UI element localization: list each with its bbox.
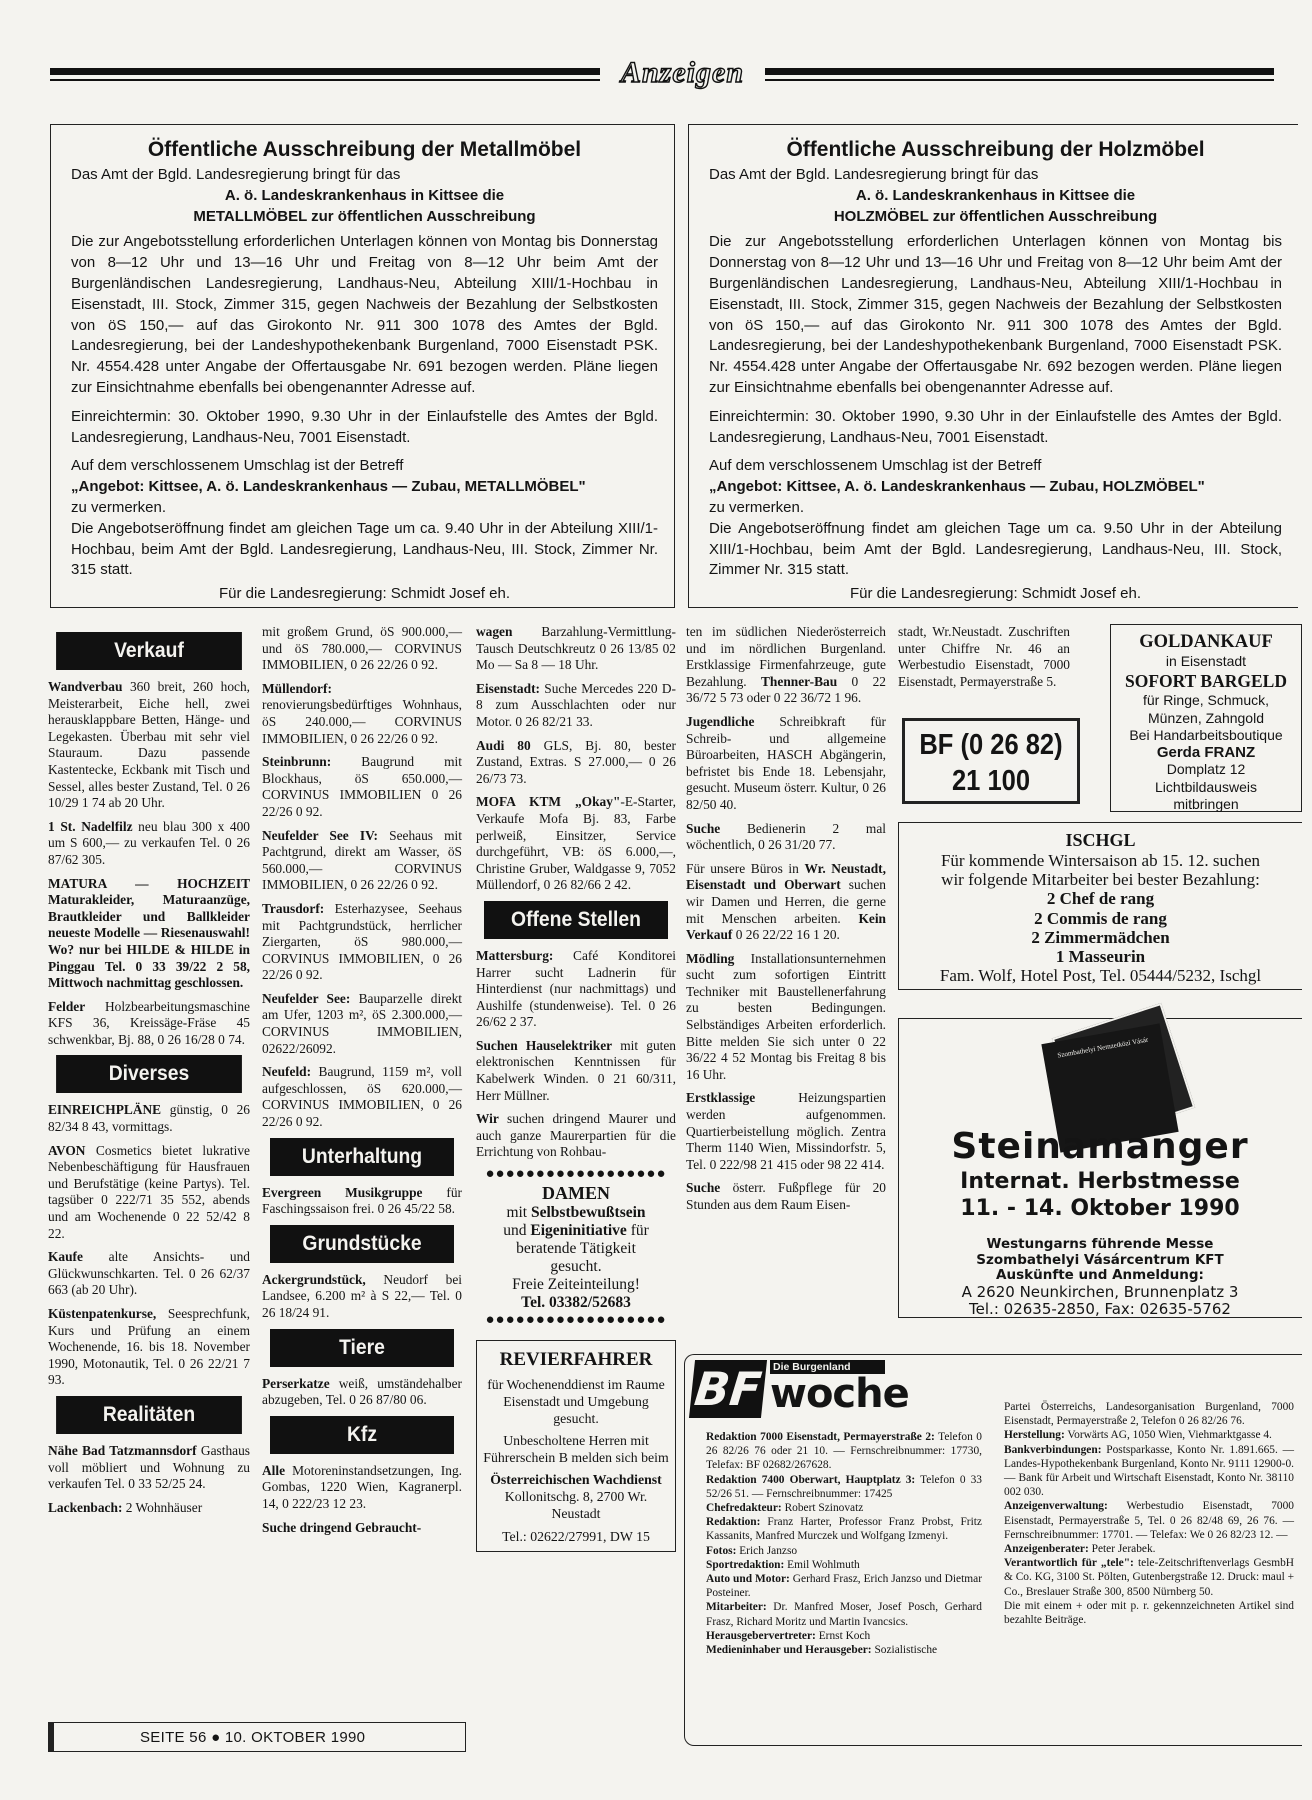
impressum-label: Anzeigenverwaltung: — [1004, 1500, 1108, 1513]
tender-paragraph: Einreichtermin: 30. Oktober 1990, 9.30 Uhr in der Einlaufstelle des Amtes der Bgld. Landesregierung, Landhaus-Neu, 7001 Eisenstadt. — [71, 407, 658, 446]
impressum-label: Verantwortlich für „tele": — [1004, 1557, 1134, 1570]
goldankauf-line: in Eisenstadt — [1165, 653, 1247, 669]
section-masthead: Anzeigen — [600, 54, 765, 92]
tender-paragraph: Die zur Angebotsstellung erforderlichen Unterlagen können von Montag bis Donnerstag von 8—12 Uhr und 13—16 Uhr und Freitag von 8—12 Uhr beim Amt der Burgenländischen Landesregierung, Landhaus-Neu, Abteilung XIII/1-Hochbau in Eisenstadt, III. Stock, Zimmer 315, gegen Nachweis der Bezahlung der Selbstkosten von öS 150,— auf das Girokonto Nr. 911 300 1078 des Amtes der Bgld. Landesregierung, bei der Landeshypothekenbank Burgenland, 7000 Eisenstadt PSK. Nr. 4554.428 unter Angabe der Offertausgabe Nr. 691 bezogen werden. Pläne liegen zur Einsichtnahme ebenfalls bei obengenannter Adresse auf. — [71, 233, 658, 396]
ischgl-position: 2 Commis de rang — [1034, 908, 1167, 928]
messe-dates: 11. - 14. Oktober 1990 — [960, 1196, 1240, 1221]
tender-line: Das Amt der Bgld. Landesregierung bringt für das — [709, 166, 1039, 183]
tender-line: Auf dem verschlossenem Umschlag ist der Betreff — [709, 457, 1042, 475]
impressum-text: Dr. Manfred Moser, Josef Posch, Gerhard Frasz, Richard Moritz und Martin Ivancsics. — [706, 1601, 982, 1628]
classified-ad: Felder Holzbearbeitungsmaschine KFS 36, Kreissäge-Fräse 45 schwenkbar, Bj. 88, 0 26 16/28 0 74. — [48, 998, 250, 1047]
impressum-text: Emil Wohlmuth — [784, 1558, 860, 1571]
classified-ad: Kaufe alte Ansichts- und Glückwunschkarten. Tel. 0 26 62/37 663 (ab 20 Uhr). — [48, 1249, 250, 1298]
section-header-verkauf: Verkauf — [56, 632, 242, 670]
header-rule-left-thin — [50, 79, 602, 81]
classified-ad: Neufelder See: Bauparzelle direkt am Ufer, 1203 m², öS 2.300.000,— CORVINUS IMMOBILIEN, 02622/26092. — [262, 990, 462, 1056]
tender-title: Öffentliche Ausschreibung der Holzmöbel — [786, 138, 1205, 161]
impressum-entry — [1004, 1556, 1294, 1599]
classified-ad: Suche Bedienerin 2 mal wöchentlich, 0 26 31/20 77. — [686, 820, 886, 853]
classified-ad: Für unsere Büros in Wr. Neustadt, Eisenstadt und Oberwart suchen wir Damen und Herren, die gerne mit Menschen arbeiten. Kein Verkauf 0 26 22/22 16 1 20. — [686, 860, 886, 943]
revierfahrer-phone: Tel.: 02622/27991, DW 15 — [502, 1529, 650, 1545]
ischgl-line: wir folgende Mitarbeiter bei bester Bezahlung: — [941, 870, 1260, 890]
revierfahrer-company: Österreichischen Wachdienst — [490, 1472, 662, 1488]
classified-ad: Eisenstadt: Suche Mercedes 220 D-8 zum Ausschlachten oder nur Motor. 0 26 82/21 33. — [476, 680, 676, 729]
goldankauf-headline: SOFORT BARGELD — [1125, 671, 1287, 692]
dot-border: ●●●●●●●●●●●●●●●●●● — [485, 1312, 667, 1329]
tender-ad-wood — [688, 124, 1298, 608]
tender-line: METALLMÖBEL zur öffentlichen Ausschreibung — [193, 207, 536, 225]
tender-paragraph: Einreichtermin: 30. Oktober 1990, 9.30 Uhr in der Einlaufstelle des Amtes der Bgld. Landesregierung, Landhaus-Neu, 7001 Eisenstadt. — [709, 407, 1282, 446]
ischgl-title: ISCHGL — [1065, 830, 1136, 850]
ischgl-position: 2 Zimmermädchen — [1031, 927, 1170, 947]
impressum-label: Bankverbindungen: — [1004, 1443, 1102, 1456]
goldankauf-line: für Ringe, Schmuck, — [1142, 692, 1270, 709]
impressum-label: Sportredaktion: — [706, 1558, 785, 1571]
tender-signature: Für die Landesregierung: Schmidt Josef eh. — [219, 585, 510, 603]
bf-phone-box — [902, 718, 1080, 804]
impressum-entry — [706, 1643, 982, 1657]
goldankauf-shop: Gerda FRANZ — [1156, 744, 1256, 762]
impressum-text: Peter Jerabek. — [1088, 1543, 1156, 1556]
impressum-entry — [706, 1501, 982, 1515]
classified-ad: Alle Motoreninstandsetzungen, Ing. Gombas, 1220 Wien, Kagranerpl. 14, 0 222/23 12 23. — [262, 1462, 462, 1511]
classified-ad: Ackergrundstück, Neudorf bei Landsee, 6.200 m² à S 22,— Tel. 0 26 18/24 91. — [262, 1271, 462, 1320]
section-header-unterhaltung: Unterhaltung — [270, 1138, 454, 1176]
header-rule-right — [764, 68, 1274, 75]
section-header-grundstuecke: Grundstücke — [270, 1225, 454, 1263]
messe-text — [898, 1125, 1302, 1319]
bf-phone-line: BF (0 26 82) — [919, 729, 1063, 761]
impressum-text: Postsparkasse, Konto Nr. 1.891.665. — Landes-Hypothekenbank Burgenland, Konto Nr. 9111 12900-0. — Bank für Arbeit und Wirtschaft Eisenstadt, Konto Nr. 38110 002 030. — [1004, 1443, 1294, 1499]
impressum-entry — [706, 1544, 982, 1558]
impressum-label: Anzeigenberater: — [1004, 1543, 1089, 1556]
impressum-entry — [1004, 1542, 1294, 1556]
impressum-entry — [1004, 1499, 1294, 1542]
impressum-entry — [1004, 1599, 1294, 1627]
impressum-text: Ernst Koch — [815, 1629, 871, 1642]
impressum-text: Franz Harter, Professor Franz Probst, Fritz Kassanits, Manfred Murczek und Wolfgang Izmenyi. — [706, 1516, 982, 1543]
classified-ad: Mödling Installationsunternehmen sucht zum sofortigen Eintritt Techniker mit Baustellenerfahrung zu besten Bedingungen. Selbständiges Arbeiten erforderlich. Bitte melden Sie sich unter 0 22 36/22 4 52 Montag bis Freitag 8 bis 16 Uhr. — [686, 950, 886, 1082]
section-header-offene-stellen: Offene Stellen — [484, 901, 668, 939]
classified-ad: wagen Barzahlung-Vermittlung-Tausch Deutschkreutz 0 26 13/85 02 Mo — Sa 8 — 18 Uhr. — [476, 624, 676, 673]
woche-logo-bf: BF — [689, 1360, 767, 1418]
ischgl-contact: Fam. Wolf, Hotel Post, Tel. 05444/5232, Ischgl — [939, 966, 1262, 986]
impressum-entry — [706, 1558, 982, 1572]
classifieds-column-1 — [48, 628, 250, 1523]
classified-ad: Wandverbau 360 breit, 260 hoch, Meisterarbeit, Eiche hell, zwei herausklappbare Betten, Hänge- und Legekasten. Überbau mit sehr viel Stauraum. Dazu passende Kastentecke, Eckbank mit Tisch und Sessel, alles bester Zustand, Tel. 0 26 10/29 1 74 ab 20 Uhr. — [48, 679, 250, 811]
messe-title: Steinamanger — [951, 1126, 1249, 1167]
impressum-entry — [1004, 1443, 1294, 1500]
messe-line: Westungarns führende Messe — [986, 1236, 1214, 1252]
revierfahrer-line: für Wochenenddienst im Raume Eisenstadt und Umgebung gesucht. — [487, 1377, 665, 1427]
classified-ad: 1 St. Nadelfilz neu blau 300 x 400 um S 600,— zu verkaufen Tel. 0 26 87/62 305. — [48, 818, 250, 867]
ischgl-ad — [898, 822, 1302, 990]
goldankauf-line: Domplatz 12 — [1166, 761, 1246, 778]
impressum-label: Medieninhaber und Herausgeber: — [706, 1644, 872, 1657]
goldankauf-title: GOLDANKAUF — [1139, 632, 1273, 652]
tender-line: HOLZMÖBEL zur öffentlichen Ausschreibung — [833, 207, 1158, 225]
woche-logo-top: Die Burgenland — [770, 1360, 885, 1374]
ischgl-position: 1 Masseurin — [1055, 947, 1146, 967]
impressum-label: Chefredakteur: — [706, 1502, 782, 1515]
classified-ad: Lackenbach: 2 Wohnhäuser — [48, 1499, 203, 1515]
damen-line: mit Selbstbewußtsein — [506, 1204, 646, 1222]
impressum-label: Fotos: — [706, 1544, 737, 1557]
impressum-text: Robert Szinovatz — [781, 1502, 864, 1515]
classified-ad: Neufelder See IV: Seehaus mit Pachtgrund, direkt am Wasser, öS 560.000,— CORVINUS IMMOBILIEN, 0 26 22/26 0 92. — [262, 827, 463, 893]
impressum-entry — [706, 1430, 982, 1473]
section-header-diverses: Diverses — [56, 1055, 242, 1093]
impressum-text: Werbestudio Eisenstadt, 7000 Eisenstadt, Permayerstraße 5, Tel. 0 26 82/48 69, 26 76. — Fernschreibnummer: 17701. — Telefax: We 0 26 82/23 12. — — [1004, 1500, 1294, 1541]
messe-line: Szombathelyi Vásárcentrum KFT — [976, 1251, 1224, 1268]
goldankauf-line: Lichtbildausweis — [1155, 778, 1257, 795]
bf-phone-line: 21 100 — [951, 765, 1031, 797]
classified-ad: MATURA — HOCHZEIT Maturakleider, Maturaanzüge, Brautkleider und Ballkleider neueste Modelle — Riesenauswahl! Wo? nur bei HILDE & HILDE in Pinggau Tel. 0 33 39/22 2 58, Mittwoch nachmittag geschlossen. — [48, 875, 250, 991]
impressum-right — [1004, 1400, 1294, 1627]
classified-ad: Wir suchen dringend Maurer und auch ganze Maurerpartien für die Errichtung von Rohbau- — [476, 1111, 676, 1160]
classifieds-column-4 — [686, 624, 886, 1221]
classified-ad: AVON Cosmetics bietet lukrative Nebenbeschäftigung für Hausfrauen und Berufstätige (keine Partys). Tel. tagsüber 0 222/71 35 552, abends und am Wochenende 0 22 52/42 8 22. — [48, 1142, 250, 1241]
classified-ad: Suche österr. Fußpflege für 20 Stunden aus dem Raum Eisen- — [686, 1180, 886, 1212]
damen-phone: Tel. 03382/52683 — [521, 1294, 631, 1312]
messe-address: A 2620 Neunkirchen, Brunnenplatz 3 — [961, 1282, 1239, 1301]
page-footer — [48, 1722, 466, 1752]
tender-subject: „Angebot: Kittsee, A. ö. Landeskrankenhaus — Zubau, HOLZMÖBEL" — [709, 478, 1205, 496]
damen-line: beratende Tätigkeit — [516, 1240, 636, 1258]
damen-line: und Eigeninitiative für — [503, 1222, 649, 1240]
damen-line: gesucht. — [550, 1258, 602, 1276]
tender-line: A. ö. Landeskrankenhaus in Kittsee die — [224, 186, 505, 204]
impressum-label: Herstellung: — [1004, 1429, 1065, 1442]
revierfahrer-title: REVIERFAHRER — [499, 1349, 653, 1371]
revierfahrer-ad — [476, 1340, 676, 1552]
classified-ad: ten im südlichen Niederösterreich und im nördlichen Burgenland. Erstklassige Firmenfahrzeuge, gute Bezahlung. Thenner-Bau 0 22 36/72 5 73 oder 0 22 36/72 1 96. — [686, 624, 886, 706]
impressum-entry — [706, 1572, 982, 1600]
impressum-label: Herausgebervertreter: — [706, 1629, 816, 1642]
tender-signature: Für die Landesregierung: Schmidt Josef eh. — [850, 585, 1141, 603]
section-header-tiere: Tiere — [270, 1329, 454, 1367]
tender-line: A. ö. Landeskrankenhaus in Kittsee die — [855, 186, 1136, 204]
header-rule-left — [50, 68, 602, 75]
tender-line: zu vermerken. — [709, 498, 805, 516]
tender-title: Öffentliche Ausschreibung der Metallmöbel — [147, 138, 582, 161]
classified-ad: Evergreen Musikgruppe für Faschingssaison frei. 0 26 45/22 58. — [262, 1184, 463, 1217]
messe-subtitle: Internat. Herbstmesse — [960, 1169, 1240, 1194]
classified-ad: Neufeld: Baugrund, 1159 m², voll aufgeschlossen, öS 620.000,— CORVINUS IMMOBILIEN, 0 26 22/26 0 92. — [262, 1064, 462, 1130]
impressum-text: Partei Österreichs, Landesorganisation Burgenland, 7000 Eisenstadt, Permayerstraße 2, Telefon 0 26 82/26 76. — [1004, 1401, 1294, 1428]
goldankauf-ad — [1110, 624, 1302, 812]
classified-ad: Nähe Bad Tatzmannsdorf Gasthaus voll möbliert und Wohnung zu verkaufen Tel. 0 33 52/25 24. — [48, 1442, 250, 1492]
goldankauf-line: mitbringen — [1173, 796, 1239, 813]
tender-line: Auf dem verschlossenem Umschlag ist der Betreff — [71, 457, 404, 475]
classified-ad: Trausdorf: Esterhazysee, Seehaus mit Pachtgrundstück, herrlicher Ziergarten, öS 980.000,— CORVINUS IMMOBILIEN, 0 26 22/26 0 92. — [262, 900, 462, 983]
classified-ad: Suche dringend Gebraucht- — [262, 1519, 422, 1535]
header-rule-right-thin — [764, 79, 1274, 81]
impressum-entry — [1004, 1400, 1294, 1428]
impressum-text: Telefon 0 26 82/26 76 oder 21 10. — Fernschreibnummer: 17730, Telefax: BF 02682/267628. — [706, 1431, 982, 1472]
classifieds-column-2 — [262, 624, 462, 1543]
classifieds-column-5 — [898, 624, 1070, 697]
damen-ad — [476, 1166, 676, 1328]
page-footer-text: SEITE 56 ● 10. OKTOBER 1990 — [140, 1729, 366, 1746]
classified-ad: EINREICHPLÄNE günstig, 0 26 82/34 8 43, vormittags. — [48, 1102, 250, 1135]
revierfahrer-line: Unbescholtene Herren mit Führerschein B melden sich beim — [483, 1433, 669, 1466]
classifieds-column-3 — [476, 624, 676, 1552]
ischgl-position: 2 Chef de rang — [1046, 889, 1155, 909]
impressum-entry — [1004, 1428, 1294, 1442]
impressum-label: Redaktion: — [706, 1516, 761, 1529]
classified-ad: Steinbrunn: Baugrund mit Blockhaus, öS 650.000,— CORVINUS IMMOBILIEN 0 26 22/26 0 92. — [262, 754, 462, 819]
impressum-text: Sozialistische — [871, 1644, 938, 1657]
woche-logo-main: woche — [770, 1371, 909, 1417]
impressum-entry — [706, 1473, 982, 1501]
impressum-left — [706, 1430, 982, 1657]
ischgl-line: Für kommende Wintersaison ab 15. 12. suchen — [940, 851, 1261, 870]
impressum-entry — [706, 1600, 982, 1628]
impressum-text: Die mit einem + oder mit p. r. gekennzeichneten Artikel sind bezahlte Beiträge. — [1004, 1599, 1294, 1627]
classified-ad: MOFA KTM „Okay"-E-Starter, Verkaufe Mofa Bj. 83, Farbe perlweiß, Einsitzer, Service durchgeführt, VB: öS 6.000,—, Christine Gruber, Waldgasse 9, 7052 Müllendorf, 0 26 82/66 2 42. — [476, 794, 676, 893]
section-header-realitaeten: Realitäten — [56, 1396, 242, 1434]
impressum-entry — [706, 1629, 982, 1643]
classified-ad: Suchen Hauselektriker mit guten elektronischen Kenntnissen für Kabelwerk Winden. 0 21 60/311, Herr Müllner. — [476, 1037, 676, 1103]
impressum-text: Erich Janzso — [736, 1544, 798, 1557]
impressum-label: Mitarbeiter: — [706, 1601, 767, 1614]
classified-ad: mit großem Grund, öS 900.000,— und öS 780.000,— CORVINUS IMMOBILIEN, 0 26 22/26 0 92. — [262, 624, 462, 673]
impressum-text: Gerhard Frasz, Erich Janzso und Dietmar Posteiner. — [706, 1573, 982, 1600]
classified-ad: Audi 80 GLS, Bj. 80, bester Zustand, Extras. S 27.000,— 0 26 26/73 73. — [476, 737, 676, 786]
goldankauf-line: Bei Handarbeitsboutique — [1129, 726, 1283, 743]
impressum-text: Telefon 0 33 52/26 51. — Fernschreibnummer: 17425 — [706, 1473, 982, 1500]
impressum-label: Auto und Motor: — [706, 1573, 790, 1586]
classified-ad: Erstklassige Heizungspartien werden aufgenommen. Quartierbeistellung möglich. Zentra Therm 1140 Wien, Missindorfstr. 5, Tel. 0 222/98 21 415 oder 98 22 414. — [686, 1090, 886, 1172]
tender-paragraph: Die Angebotseröffnung findet am gleichen Tage um ca. 9.40 Uhr in der Abteilung XIII/1-Hochbau, beim Amt der Bgld. Landesregierung, Landhaus-Neu, III. Stock, Zimmer Nr. 315 statt. — [71, 519, 658, 579]
classified-ad: stadt, Wr.Neustadt. Zuschriften unter Chiffre Nr. 46 an Werbestudio Eisenstadt, 7000 Eisenstadt, Permayerstraße 5. — [898, 624, 1070, 689]
classified-ad: Müllendorf: renovierungsbedürftiges Wohnhaus, öS 240.000,— CORVINUS IMMOBILIEN, 0 26 22/26 0 92. — [262, 680, 462, 746]
section-header-kfz: Kfz — [270, 1416, 454, 1454]
classified-ad: Küstenpatenkurse, Seesprechfunk, Kurs und Prüfung an einem Wochenende, 16. bis 18. November 1990, Motonautik, Tel. 0 26 22/21 7 93. — [48, 1306, 250, 1388]
tender-line: zu vermerken. — [71, 498, 167, 516]
goldankauf-line: Münzen, Zahngold — [1148, 709, 1264, 726]
messe-line: Auskünfte und Anmeldung: — [996, 1267, 1204, 1283]
tender-line: Das Amt der Bgld. Landesregierung bringt für das — [71, 166, 401, 183]
woche-logo — [690, 1358, 910, 1420]
tender-ad-metal — [50, 124, 675, 608]
messe-logo-text: Szombathelyi Nemzetközi Vásár — [1056, 1035, 1149, 1060]
classified-ad: Perserkatze weiß, umständehalber abzugeben, Tel. 0 26 87/80 06. — [262, 1375, 462, 1408]
tender-paragraph: Die zur Angebotsstellung erforderlichen Unterlagen können von Montag bis Donnerstag von 8—12 Uhr und 13—16 Uhr und Freitag von 8—12 Uhr beim Amt der Burgenländischen Landesregierung, Landhaus-Neu, Abteilung XIII/1-Hochbau in Eisenstadt, III. Stock, Zimmer 315, gegen Nachweis der Bezahlung der Selbstkosten von öS 150,— auf das Girokonto Nr. 911 300 1078 des Amtes der Bgld. Landesregierung, bei der Landeshypothekenbank Burgenland, 7000 Eisenstadt PSK. Nr. 4554.428 unter Angabe der Offertausgabe Nr. 692 bezogen werden. Pläne liegen zur Einsichtnahme ebenfalls bei obengenannter Adresse auf. — [709, 233, 1282, 396]
revierfahrer-line: Kollonitschg. 8, 2700 Wr. Neustadt — [504, 1489, 648, 1522]
impressum-text: tele-Zeitschriftenverlags GesmbH & Co. KG, 3100 St. Pölten, Gutenbergstraße 12. Druck: maul + Co., Breslauer Straße 300, 8500 Nürnberg 50. — [1004, 1557, 1294, 1598]
impressum-label: Redaktion 7400 Oberwart, Hauptplatz 3: — [706, 1473, 916, 1486]
impressum-label: Redaktion 7000 Eisenstadt, Permayerstraße 2: — [706, 1431, 935, 1443]
impressum-text: Vorwärts AG, 1050 Wien, Viehmarktgasse 4. — [1064, 1429, 1272, 1442]
tender-subject: „Angebot: Kittsee, A. ö. Landeskrankenhaus — Zubau, METALLMÖBEL" — [71, 478, 586, 496]
messe-phone: Tel.: 02635-2850, Fax: 02635-5762 — [969, 1300, 1231, 1318]
dot-border: ●●●●●●●●●●●●●●●●●● — [485, 1166, 667, 1183]
tender-paragraph: Die Angebotseröffnung findet am gleichen Tage um ca. 9.50 Uhr in der Abteilung XIII/1-Hochbau, beim Amt der Bgld. Landesregierung, Landhaus-Neu, III. Stock, Zimmer Nr. 315 statt. — [709, 519, 1282, 579]
damen-title: DAMEN — [542, 1183, 610, 1204]
damen-line: Freie Zeiteinteilung! — [512, 1276, 640, 1294]
classified-ad: Mattersburg: Café Konditorei Harrer sucht Ladnerin für Hinterdienst (nur nachmittags) und Aushilfe (stundenweise). Tel. 0 26 26/62 2 37. — [476, 947, 676, 1030]
classified-ad: Jugendliche Schreibkraft für Schreib- und allgemeine Büroarbeiten, HASCH Abgängerin, befristet bis Ende 18. Lebensjahr, gesucht. Museum österr. Kultur, 0 26 82/50 40. — [686, 713, 886, 812]
impressum-entry — [706, 1515, 982, 1543]
